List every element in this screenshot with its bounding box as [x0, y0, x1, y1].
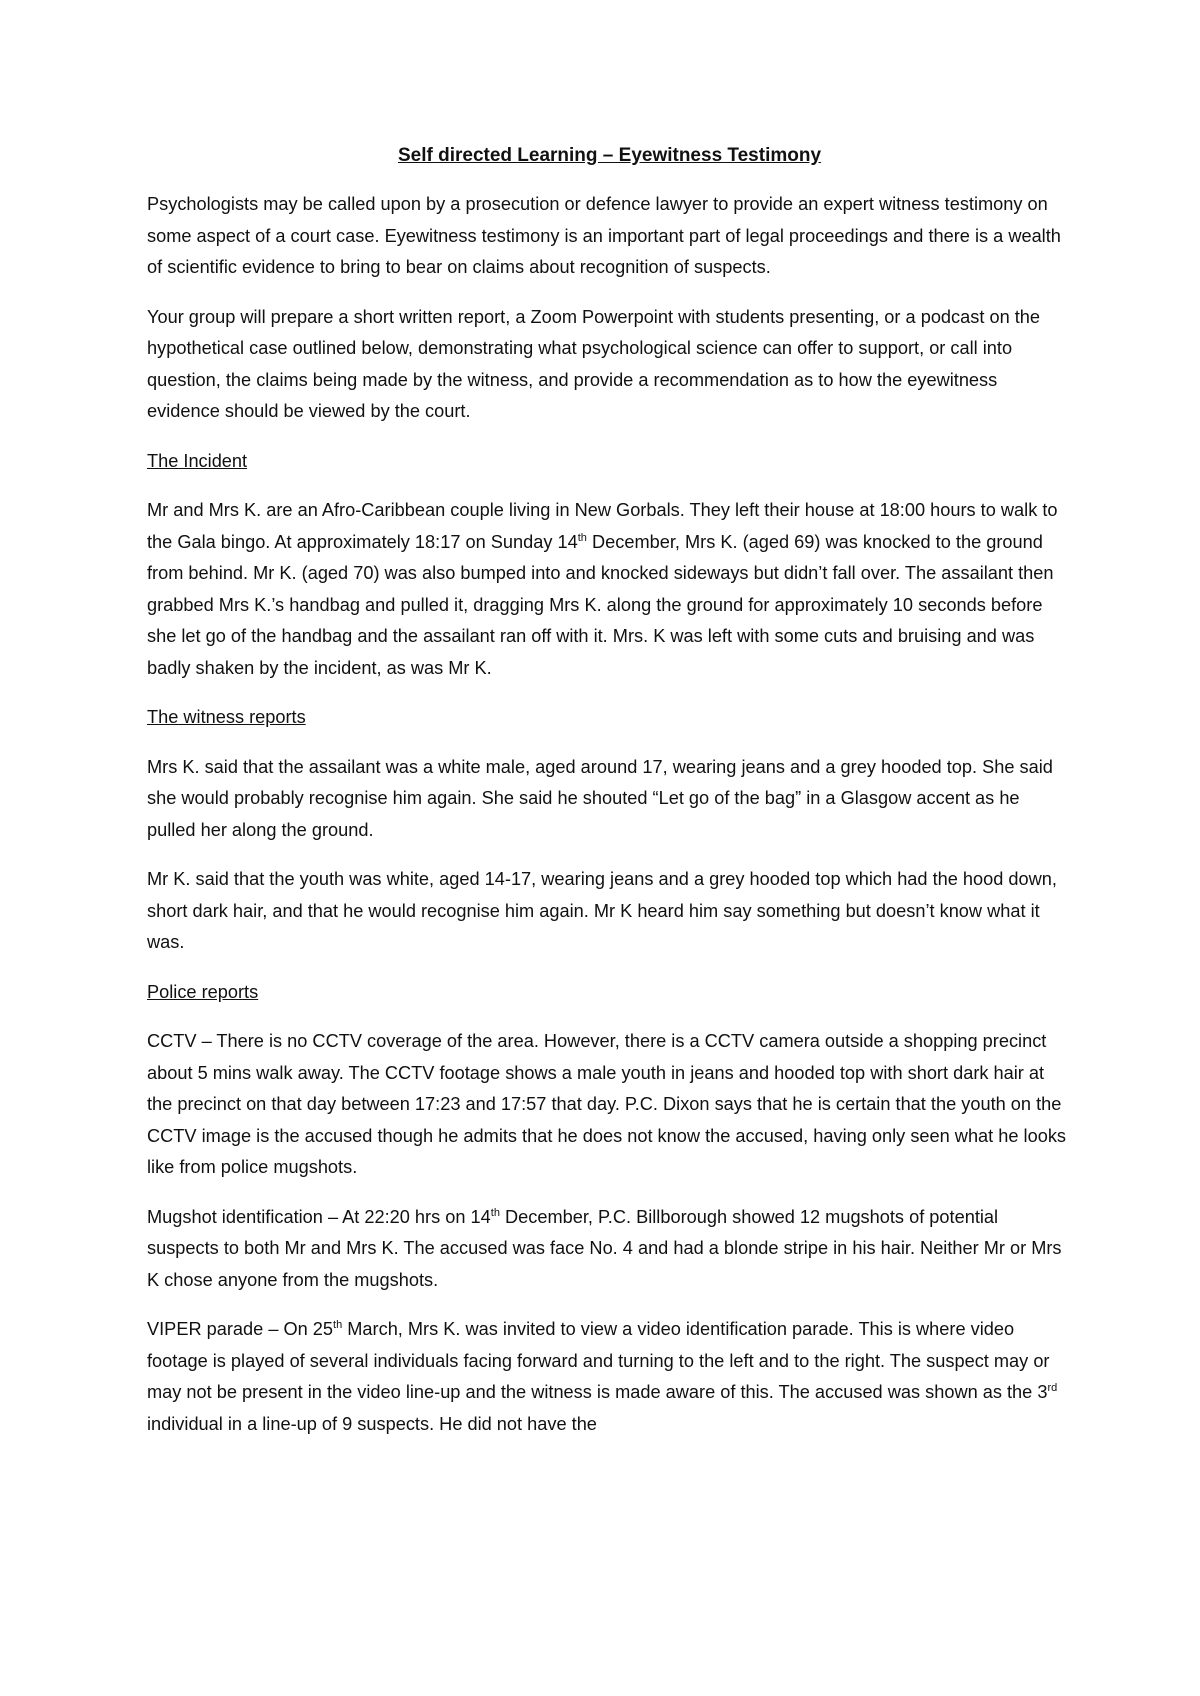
witness-paragraph-mrs-k: Mrs K. said that the assailant was a white male, aged around 17, wearing jeans and a grey hooded top. She said she would probably recognise him again. She said he shouted “Let go of the bag” in a Glasgow accent as he pulled her along the ground.: [147, 756, 1053, 840]
section-heading-incident: The Incident: [147, 450, 248, 471]
section-heading-witness-reports: The witness reports: [147, 707, 306, 727]
police-cctv-paragraph: CCTV – There is no CCTV coverage of the area. However, there is a CCTV camera outside a shopping precinct about 5 mins walk away. The CCTV footage shows a male youth in jeans and hooded top with short dark hair at the precinct on that day between 17:23 and 17:57 that day. P.C. Dixon says that he is certain that the youth on the CCTV image is the accused though he admits that he does not know the accused, having only seen what he looks like from police mugshots.: [147, 1031, 1067, 1177]
intro-paragraph-2: Your group will prepare a short written report, a Zoom Powerpoint with students presenting, or a podcast on the hypothetical case outlined below, demonstrating what psychological science can offer to support, or call into question, the claims being made by the witness, and provide a recommendation as to how the eyewitness evidence should be viewed by the court.: [147, 306, 1041, 421]
section-heading-police-reports: Police reports: [147, 981, 259, 1002]
witness-paragraph-mr-k: Mr K. said that the youth was white, aged 14-17, wearing jeans and a grey hooded top which had the hood down, short dark hair, and that he would recognise him again. Mr K heard him say something but doesn’t know what it was.: [147, 869, 1057, 952]
police-mugshot-paragraph: Mugshot identification – At 22:20 hrs on 14th December, P.C. Billborough showed 12 mugshots of potential suspects to both Mr and Mrs K. The accused was face No. 4 and had a blonde stripe in his hair. Neither Mr or Mrs K chose anyone from the mugshots.: [147, 1206, 1062, 1290]
document-body: [147, 143, 1072, 1458]
intro-paragraph-1: Psychologists may be called upon by a prosecution or defence lawyer to provide an expert witness testimony on some aspect of a court case. Eyewitness testimony is an important part of legal proceedings and there is a wealth of scientific evidence to bring to bear on claims about recognition of suspects.: [147, 194, 1061, 277]
police-viper-paragraph: VIPER parade – On 25th March, Mrs K. was invited to view a video identification parade. This is where video footage is played of several individuals facing forward and turning to the left and to the right. The suspect may or may not be present in the video line-up and the witness is made aware of this. The accused was shown as the 3rd individual in a line-up of 9 suspects. He did not have the: [147, 1318, 1058, 1434]
incident-paragraph: Mr and Mrs K. are an Afro-Caribbean couple living in New Gorbals. They left their house at 18:00 hours to walk to the Gala bingo. At approximately 18:17 on Sunday 14th December, Mrs K. (aged 69) was knocked to the ground from behind. Mr K. (aged 70) was also bumped into and knocked sideways but didn’t fall over. The assailant then grabbed Mrs K.’s handbag and pulled it, dragging Mrs K. along the ground for approximately 10 seconds before she let go of the handbag and the assailant ran off with it. Mrs. K was left with some cuts and bruising and was badly shaken by the incident, as was Mr K.: [147, 500, 1058, 678]
document-title: Self directed Learning – Eyewitness Testimony: [397, 145, 822, 166]
